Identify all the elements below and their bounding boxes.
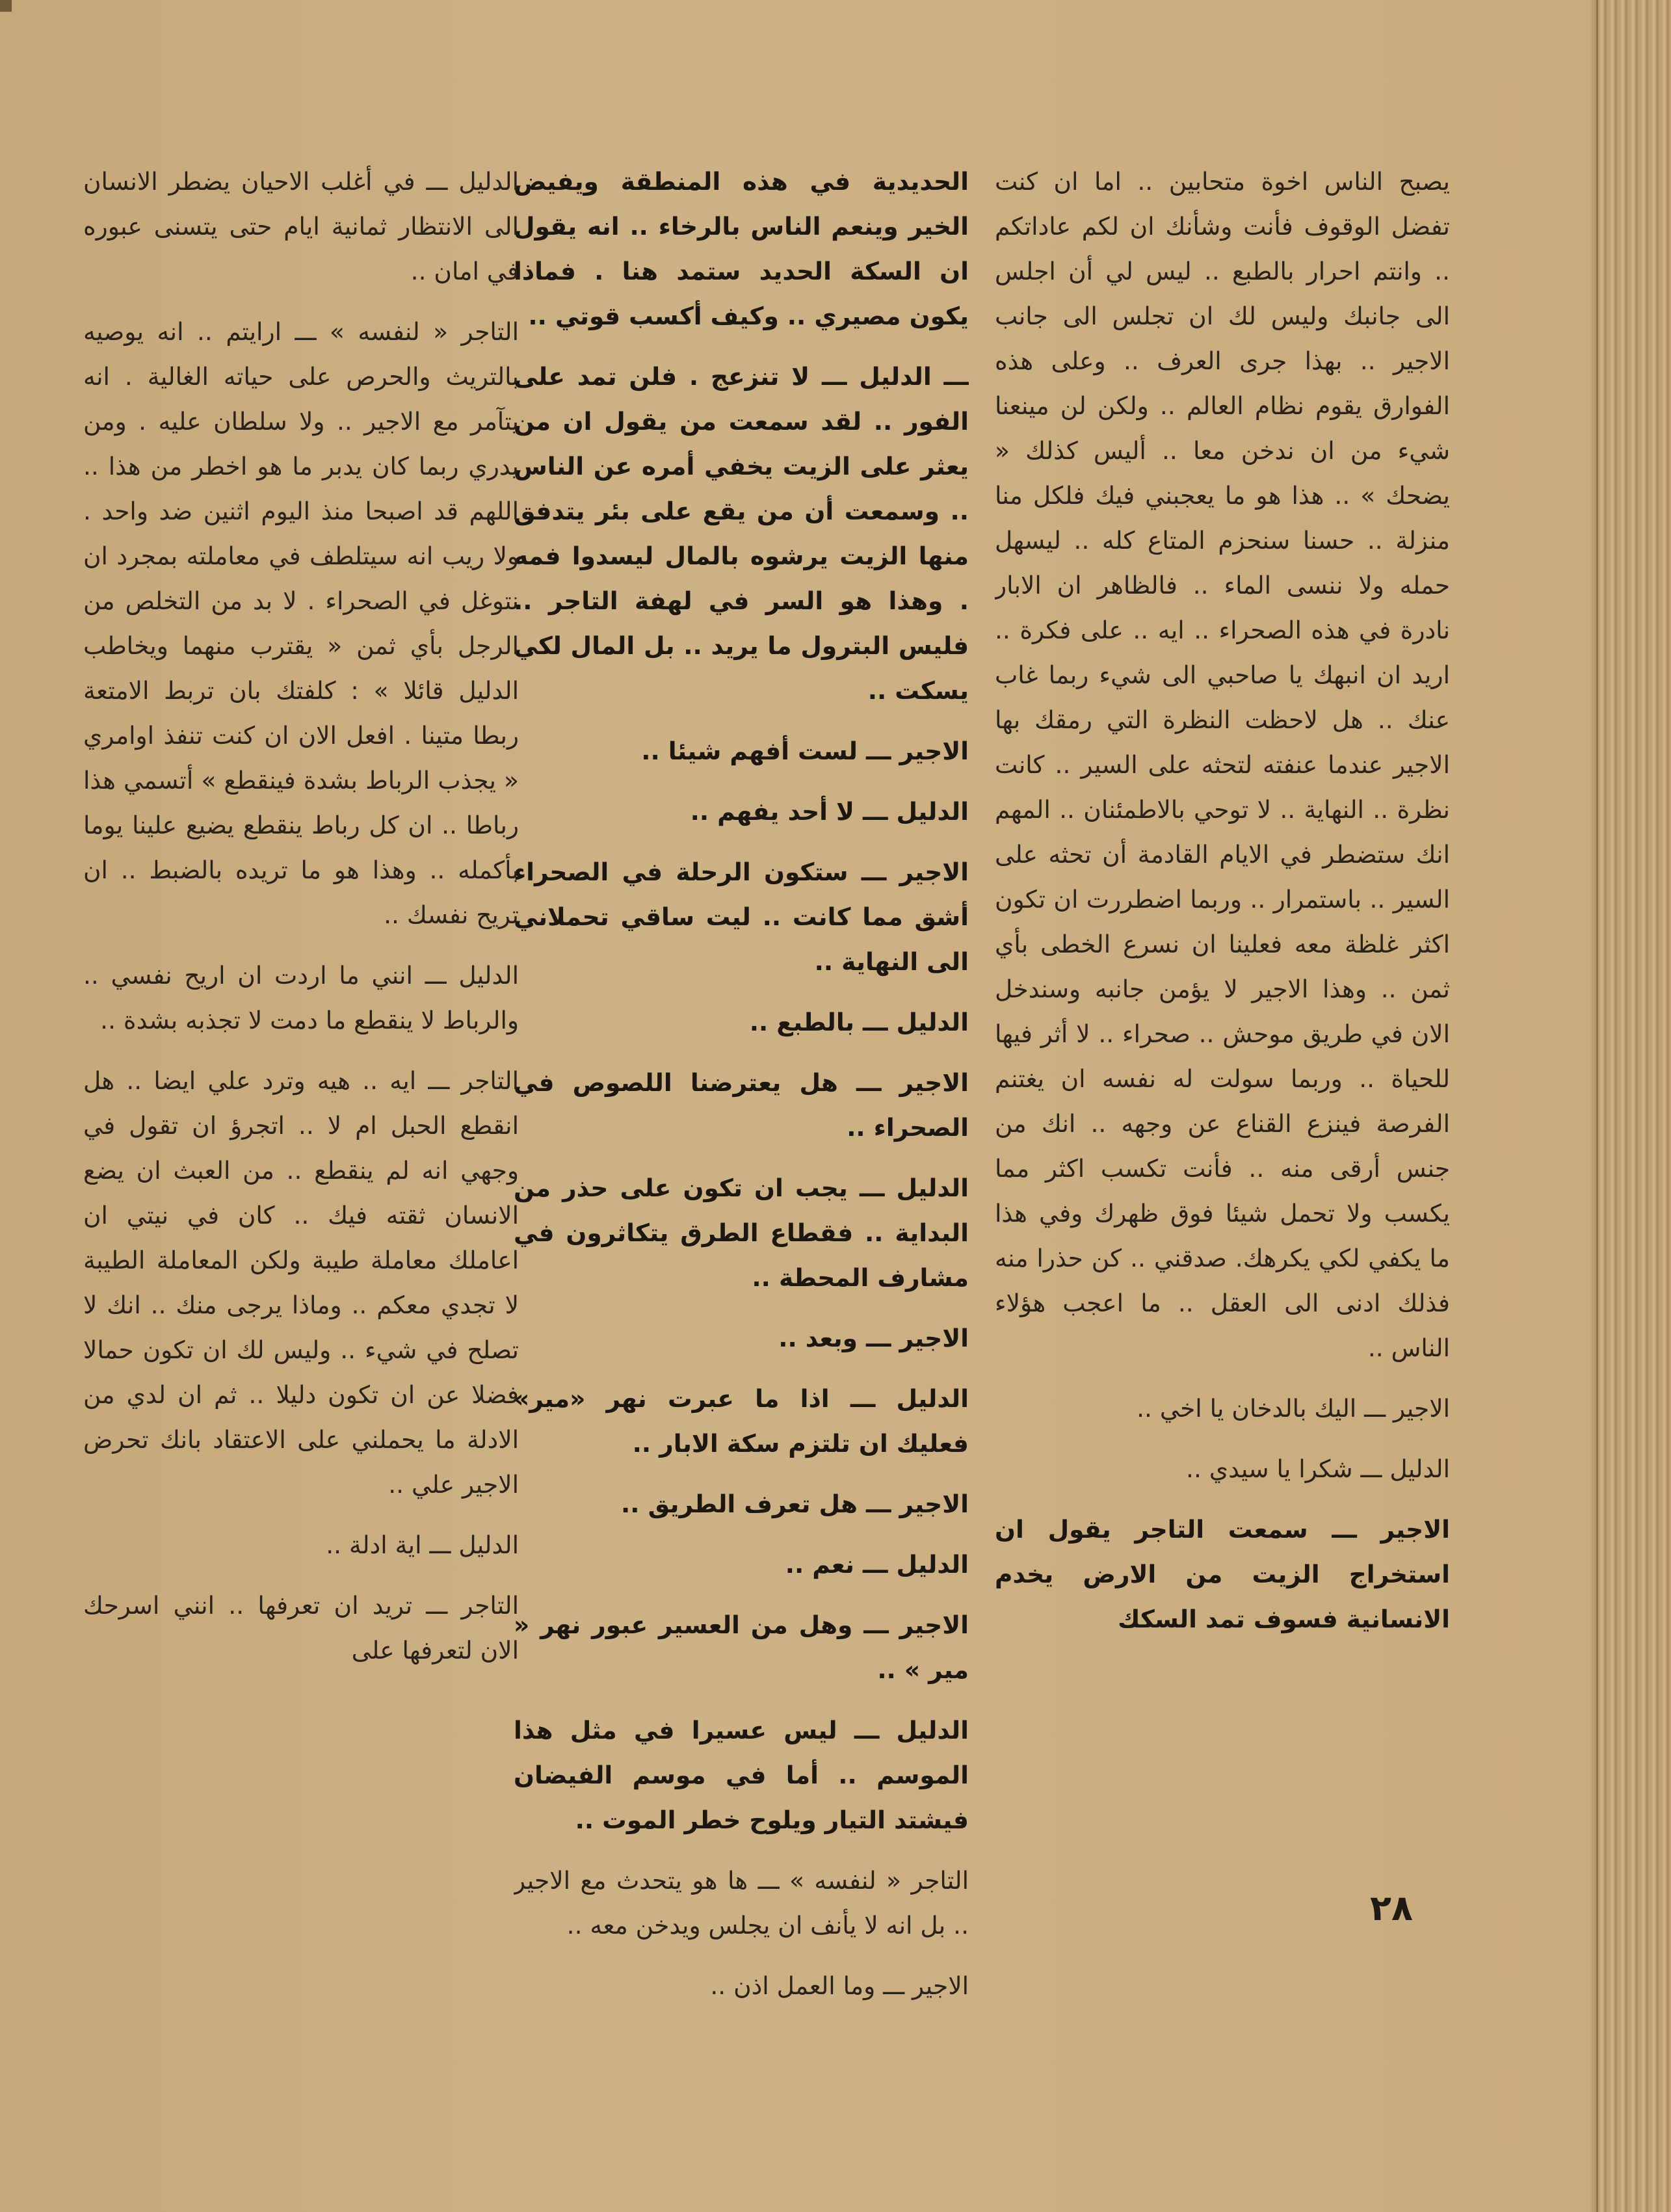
- paragraph: ـــ الدليل ـــ لا تنزعج . فلن تمد على الفور .. لقد سمعت من يقول ان من يعثر على الزيت يخفي أمره عن الناس .. وسمعت أن من يقع على بئر يتدفق منها الزيت يرشوه بالمال ليسدوا فمه . وهذا هو السر في لهفة التاجر .. فليس البترول ما يريد .. بل المال لكي يسكت ..: [514, 362, 969, 705]
- paragraph: الدليل ـــ لا أحد يفهم ..: [690, 797, 969, 826]
- corner-mark: [0, 0, 12, 12]
- paragraph: الدليل ـــ ليس عسيرا في مثل هذا الموسم .. أما في موسم الفيضان فيشتد التيار ويلوح خطر الموت ..: [514, 1716, 969, 1834]
- paragraph: الدليل ـــ اذا ما عبرت نهر «مير» فعليك ان تلتزم سكة الابار ..: [514, 1384, 969, 1458]
- text-column-1: [995, 159, 1450, 2064]
- paragraph: الاجير ـــ وما العمل اذن ..: [710, 1971, 969, 2000]
- page-number: ٢٨: [1370, 1888, 1413, 1929]
- paragraph: الدليل ـــ في أغلب الاحيان يضطر الانسان الى الانتظار ثمانية ايام حتى يتسنى عبوره في امان ..: [83, 167, 519, 285]
- paragraph: الاجير ـــ لست أفهم شيئا ..: [641, 737, 969, 765]
- paragraph: الاجير ـــ وهل من العسير عبور نهر « مير » ..: [514, 1611, 969, 1684]
- text-column-2: [514, 159, 969, 2064]
- paragraph: الاجير ـــ اليك بالدخان يا اخي ..: [1137, 1394, 1450, 1423]
- paragraph: التاجر « لنفسه » ـــ ها هو يتحدث مع الاجير .. بل انه لا يأنف ان يجلس ويدخن معه ..: [514, 1866, 969, 1940]
- paragraph: الدليل ـــ انني ما اردت ان اريح نفسي .. والرباط لا ينقطع ما دمت لا تجذبه بشدة ..: [83, 961, 519, 1034]
- paragraph: الاجير ـــ وبعد ..: [778, 1324, 969, 1352]
- paragraph: الدليل ـــ شكرا يا سيدي ..: [1186, 1455, 1450, 1483]
- paragraph: الحديدية في هذه المنطقة ويفيض الخير وينعم الناس بالرخاء .. انه يقول ان السكة الحديد ستمد هنا . فماذا يكون مصيري .. وكيف أكسب قوتي ..: [514, 167, 969, 330]
- paragraph: الاجير ـــ ستكون الرحلة في الصحراء أشق مما كانت .. ليت ساقي تحملاني الى النهاية ..: [514, 858, 969, 976]
- paragraph: التاجر ـــ ايه .. هيه وترد علي ايضا .. هل انقطع الحبل ام لا .. اتجرؤ ان تقول في وجهي انه لم ينقطع .. من العبث ان يضع الانسان ثقته فيك .. كان في نيتي ان اعاملك معاملة طيبة ولكن المعاملة الطيبة لا تجدي معكم .. وماذا يرجى منك .. انك لا تصلح في شيء .. وليس لك ان تكون حمالا فضلا عن ان تكون دليلا .. ثم ان لدي من الادلة ما يحملني على الاعتقاد بانك تحرض الاجير علي ..: [83, 1066, 519, 1499]
- paragraph: الدليل ـــ يجب ان تكون على حذر من البداية .. فقطاع الطرق يتكاثرون في مشارف المحطة ..: [514, 1174, 969, 1292]
- paragraph: الاجير ـــ سمعت التاجر يقول ان استخراج الزيت من الارض يخدم الانسانية فسوف تمد السكك: [995, 1515, 1450, 1633]
- paragraph: يصبح الناس اخوة متحابين .. اما ان كنت تفضل الوقوف فأنت وشأنك ان لكم عاداتكم .. وانتم احرار بالطبع .. ليس لي أن اجلس الى جانبك وليس لك ان تجلس الى جانب الاجير .. بهذا جرى العرف .. وعلى هذه الفوارق يقوم نظام العالم .. ولكن لن مينعنا شيء من ان ندخن معا .. أليس كذلك « يضحك » .. هذا هو ما يعجبني فيك فلكل منا منزلة .. حسنا سنحزم المتاع كله .. ليسهل حمله ولا ننسى الماء .. فالظاهر ان الابار نادرة في هذه الصحراء .. ايه .. على فكرة .. اريد ان انبهك يا صاحبي الى شيء ربما غاب عنك .. هل لاحظت النظرة التي رمقك بها الاجير عندما عنفته لتحثه على السير .. كانت نظرة .. النهاية .. لا توحي بالاطمئنان .. المهم انك ستضطر في الايام القادمة أن تحثه على السير .. باستمرار .. وربما اضطررت ان تكون اكثر غلظة معه فعلينا ان نسرع الخطى بأي ثمن .. وهذا الاجير لا يؤمن جانبه وسندخل الان في طريق موحش .. صحراء .. لا أثر فيها للحياة .. وربما سولت له نفسه ان يغتنم الفرصة فينزع القناع عن وجهه .. انك من جنس أرقى منه .. فأنت تكسب اكثر مما يكسب ولا تحمل شيئا فوق ظهرك وفي هذا ما يكفي لكي يكرهك. صدقني .. كن حذرا منه فذلك ادنى الى العقل .. ما اعجب هؤلاء الناس ..: [995, 167, 1450, 1362]
- paragraph: التاجر ـــ تريد ان تعرفها .. انني اسرحك الان لتعرفها على: [83, 1591, 519, 1665]
- paragraph: الاجير ـــ هل يعترضنا اللصوص في الصحراء ..: [514, 1068, 969, 1142]
- text-column-3: [83, 159, 519, 2064]
- paragraph: الاجير ـــ هل تعرف الطريق ..: [621, 1490, 969, 1518]
- paragraph: الدليل ـــ بالطبع ..: [749, 1008, 969, 1036]
- paragraph: الدليل ـــ نعم ..: [785, 1550, 969, 1579]
- paragraph: الدليل ـــ اية ادلة ..: [326, 1531, 519, 1559]
- paragraph: التاجر « لنفسه » ـــ ارايتم .. انه يوصيه بالتريث والحرص على حياته الغالية . انه يتآمر مع الاجير .. ولا سلطان عليه . ومن يدري ربما كان يدبر ما هو اخطر من هذا .. اللهم قد اصبحا منذ اليوم اثنين ضد واحد . ولا ريب انه سيتلطف في معاملته بمجرد ان نتوغل في الصحراء . لا بد من التخلص من الرجل بأي ثمن « يقترب منهما ويخاطب الدليل قائلا » : كلفتك بان تربط الامتعة ربطا متينا . افعل الان ان كنت تنفذ اوامري « يجذب الرباط بشدة فينقطع » أتسمي هذا رباطا .. ان كل رباط ينقطع يضيع علينا يوما بأكمله .. وهذا هو ما تريده بالضبط .. ان تريح نفسك ..: [83, 317, 519, 929]
- page-edges: [1596, 0, 1671, 2212]
